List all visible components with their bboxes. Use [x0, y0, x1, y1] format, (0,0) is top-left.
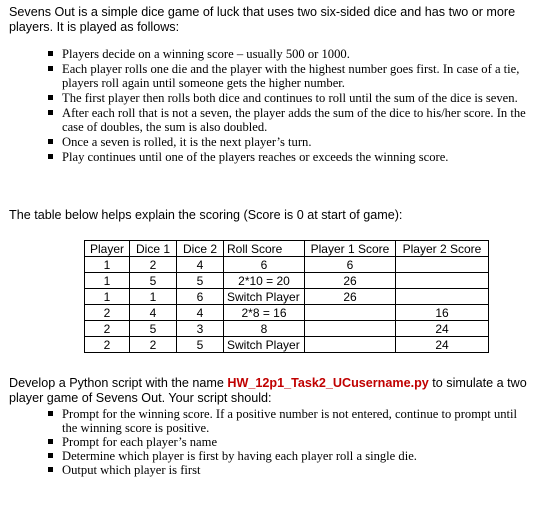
- table-intro-text: The table below helps explain the scoring (Score is 0 at start of game):: [9, 208, 403, 222]
- cell-player-2-score: [396, 257, 489, 273]
- cell-player-1-score: [305, 305, 396, 321]
- bullet-square-icon: [48, 66, 53, 71]
- requirement-item: [43, 435, 533, 449]
- cell-player: 1: [85, 257, 130, 273]
- table-row: [85, 337, 489, 353]
- cell-player-2-score: 24: [396, 337, 489, 353]
- requirement-item: [43, 463, 533, 477]
- cell-dice-2: 3: [177, 321, 224, 337]
- cell-dice-1: 5: [130, 321, 177, 337]
- bullet-square-icon: [48, 154, 53, 159]
- bullet-square-icon: [48, 453, 53, 458]
- header-player-1-score: Player 1 Score: [305, 241, 396, 257]
- scoring-table: [84, 240, 489, 353]
- cell-player: 2: [85, 321, 130, 337]
- header-roll-score: Roll Score: [224, 241, 305, 257]
- rule-item: [43, 135, 543, 149]
- cell-dice-1: 2: [130, 257, 177, 273]
- cell-dice-1: 5: [130, 273, 177, 289]
- bullet-square-icon: [48, 411, 53, 416]
- cell-player: 1: [85, 273, 130, 289]
- cell-player: 2: [85, 305, 130, 321]
- script-filename: HW_12p1_Task2_UCusername.py: [227, 376, 429, 390]
- requirements-list: [43, 407, 533, 477]
- header-player: Player: [85, 241, 130, 257]
- requirement-text: Output which player is first: [62, 463, 201, 477]
- cell-dice-1: 2: [130, 337, 177, 353]
- task-paragraph: [9, 376, 539, 406]
- cell-dice-2: 5: [177, 273, 224, 289]
- rule-text: After each roll that is not a seven, the player adds the sum of the dice to his/her score. In the case of doubles, the sum is also doubled.: [62, 106, 526, 134]
- intro-paragraph: Sevens Out is a simple dice game of luck that uses two six-sided dice and has two or more players. It is played as follows:: [9, 5, 516, 34]
- rule-item: [43, 150, 543, 164]
- cell-player-1-score: [305, 321, 396, 337]
- table-row: [85, 273, 489, 289]
- cell-dice-2: 4: [177, 257, 224, 273]
- cell-player-1-score: [305, 337, 396, 353]
- cell-roll-score: 8: [224, 321, 305, 337]
- cell-player-2-score: [396, 289, 489, 305]
- bullet-square-icon: [48, 51, 53, 56]
- rule-text: Once a seven is rolled, it is the next player’s turn.: [62, 135, 312, 149]
- table-header-row: [85, 241, 489, 257]
- rule-text: Each player rolls one die and the player with the highest number goes first. In case of a tie, players roll again until someone gets the higher number.: [62, 62, 520, 90]
- cell-dice-2: 6: [177, 289, 224, 305]
- rule-item: [43, 91, 543, 105]
- cell-dice-2: 5: [177, 337, 224, 353]
- task-text-after: to simulate a two player game of Sevens Out. Your script should:: [9, 376, 527, 405]
- bullet-square-icon: [48, 467, 53, 472]
- rule-item: [43, 47, 543, 61]
- requirement-text: Prompt for the winning score. If a positive number is not entered, continue to prompt until the winning score is positive.: [62, 407, 518, 435]
- cell-roll-score: 2*10 = 20: [224, 273, 305, 289]
- requirement-item: [43, 449, 533, 463]
- table-row: [85, 305, 489, 321]
- task-text-before: Develop a Python script with the name: [9, 376, 228, 390]
- rule-text: The first player then rolls both dice and continues to roll until the sum of the dice is seven.: [62, 91, 518, 105]
- cell-roll-score: 2*8 = 16: [224, 305, 305, 321]
- rules-list: [43, 47, 543, 165]
- table-row: [85, 321, 489, 337]
- rule-item: [43, 62, 543, 90]
- header-dice-1: Dice 1: [130, 241, 177, 257]
- requirement-text: Determine which player is first by having each player roll a single die.: [62, 449, 417, 463]
- cell-player-2-score: 24: [396, 321, 489, 337]
- cell-dice-2: 4: [177, 305, 224, 321]
- cell-player-1-score: 26: [305, 289, 396, 305]
- header-dice-2: Dice 2: [177, 241, 224, 257]
- cell-dice-1: 4: [130, 305, 177, 321]
- cell-dice-1: 1: [130, 289, 177, 305]
- cell-player: 2: [85, 337, 130, 353]
- cell-roll-score: Switch Player: [224, 337, 305, 353]
- rule-item: [43, 106, 543, 134]
- bullet-square-icon: [48, 95, 53, 100]
- bullet-square-icon: [48, 439, 53, 444]
- cell-roll-score: Switch Player: [224, 289, 305, 305]
- cell-player: 1: [85, 289, 130, 305]
- cell-player-2-score: 16: [396, 305, 489, 321]
- table-row: [85, 289, 489, 305]
- requirement-item: [43, 407, 533, 435]
- cell-roll-score: 6: [224, 257, 305, 273]
- bullet-square-icon: [48, 110, 53, 115]
- cell-player-1-score: 6: [305, 257, 396, 273]
- cell-player-1-score: 26: [305, 273, 396, 289]
- cell-player-2-score: [396, 273, 489, 289]
- rule-text: Play continues until one of the players reaches or exceeds the winning score.: [62, 150, 449, 164]
- bullet-square-icon: [48, 139, 53, 144]
- requirement-text: Prompt for each player’s name: [62, 435, 218, 449]
- rule-text: Players decide on a winning score – usually 500 or 1000.: [62, 47, 350, 61]
- header-player-2-score: Player 2 Score: [396, 241, 489, 257]
- table-row: [85, 257, 489, 273]
